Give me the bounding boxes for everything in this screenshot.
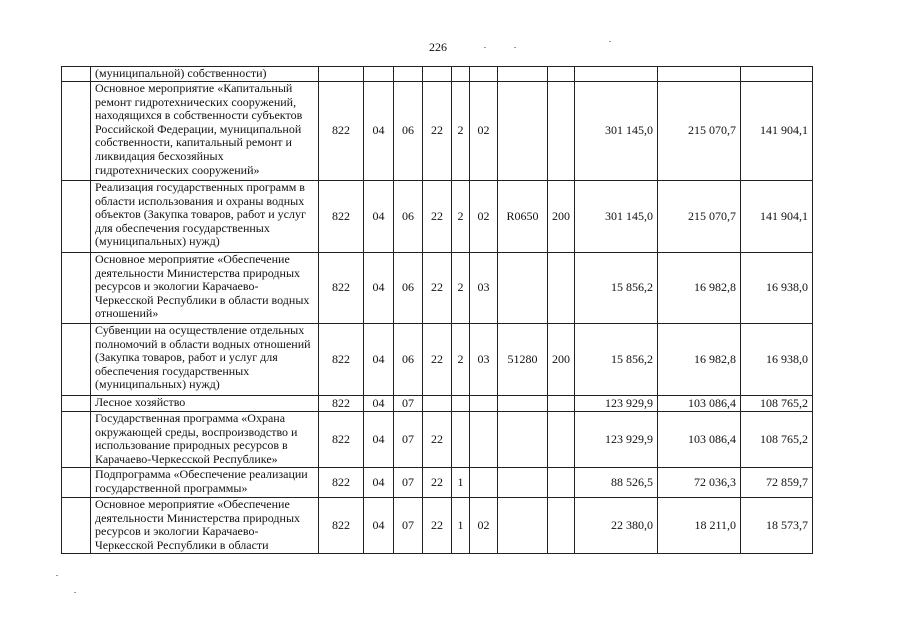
rz-cell: 04 [364,253,394,324]
table-row [62,82,813,181]
table-row [62,67,813,82]
amount-year2-cell: 103 086,4 [658,396,741,412]
table-row [62,468,813,498]
rz-cell: 04 [364,324,394,396]
row-name-cell: Реализация государственных программ в области использования и охраны водных объектов (Закупка товаров, работ и услуг для обеспечения государственных (муниципальных) нужд) [91,181,319,253]
amount-year3-cell: 108 765,2 [741,396,813,412]
direction-code-cell [498,396,548,412]
row-index-cell [62,67,91,82]
amount-year1-cell: 123 929,9 [575,412,658,468]
subprogram-code-cell [452,412,470,468]
direction-code-cell [498,498,548,554]
amount-year2-cell: 72 036,3 [658,468,741,498]
direction-code-cell: R0650 [498,181,548,253]
amount-year1-cell: 301 145,0 [575,181,658,253]
amount-year2-cell: 215 070,7 [658,82,741,181]
row-name-cell: Лесное хозяйство [91,396,319,412]
row-name-cell: (муниципальной) собственности) [91,67,319,82]
row-index-cell [62,253,91,324]
subprogram-code-cell: 1 [452,498,470,554]
pr-cell: 07 [394,412,423,468]
expense-type-cell: 200 [548,181,575,253]
program-code-cell: 22 [423,324,452,396]
row-index-cell [62,396,91,412]
row-name-cell: Основное мероприятие «Обеспечение деятельности Министерства природных ресурсов и экологии Карачаево-Черкесской Республики в области водных отношений» [91,253,319,324]
pr-cell [394,67,423,82]
expense-type-cell [548,253,575,324]
expense-type-cell [548,468,575,498]
amount-year2-cell: 16 982,8 [658,324,741,396]
table-row [62,412,813,468]
direction-code-cell: 51280 [498,324,548,396]
rz-cell: 04 [364,82,394,181]
activity-code-cell: 03 [470,324,498,396]
activity-code-cell [470,67,498,82]
amount-year1-cell: 15 856,2 [575,324,658,396]
activity-code-cell: 03 [470,253,498,324]
pr-cell: 06 [394,253,423,324]
ved-cell: 822 [319,253,364,324]
direction-code-cell [498,253,548,324]
table-row [62,498,813,554]
amount-year1-cell: 123 929,9 [575,396,658,412]
direction-code-cell [498,82,548,181]
amount-year2-cell: 103 086,4 [658,412,741,468]
amount-year1-cell: 301 145,0 [575,82,658,181]
amount-year2-cell: 16 982,8 [658,253,741,324]
expense-type-cell: 200 [548,324,575,396]
ved-cell: 822 [319,498,364,554]
row-name-cell: Подпрограмма «Обеспечение реализации государственной программы» [91,468,319,498]
expense-type-cell [548,82,575,181]
amount-year3-cell: 141 904,1 [741,82,813,181]
subprogram-code-cell: 2 [452,181,470,253]
program-code-cell: 22 [423,468,452,498]
pr-cell: 07 [394,468,423,498]
amount-year1-cell: 22 380,0 [575,498,658,554]
table-row [62,181,813,253]
table-row [62,253,813,324]
amount-year2-cell: 215 070,7 [658,181,741,253]
rz-cell: 04 [364,396,394,412]
ved-cell: 822 [319,412,364,468]
amount-year3-cell: 16 938,0 [741,324,813,396]
subprogram-code-cell: 2 [452,82,470,181]
row-index-cell [62,181,91,253]
page-number: 226 [429,40,447,54]
amount-year3-cell: 72 859,7 [741,468,813,498]
amount-year2-cell [658,67,741,82]
direction-code-cell [498,468,548,498]
direction-code-cell [498,67,548,82]
program-code-cell [423,396,452,412]
activity-code-cell: 02 [470,82,498,181]
row-index-cell [62,468,91,498]
table-row [62,324,813,396]
activity-code-cell: 02 [470,181,498,253]
row-name-cell: Основное мероприятие «Обеспечение деятельности Министерства природных ресурсов и экологии Карачаево-Черкесской Республики в области [91,498,319,554]
expense-type-cell [548,412,575,468]
ved-cell [319,67,364,82]
expense-type-cell [548,396,575,412]
rz-cell: 04 [364,468,394,498]
ved-cell: 822 [319,181,364,253]
expense-type-cell [548,498,575,554]
program-code-cell [423,67,452,82]
row-index-cell [62,498,91,554]
activity-code-cell [470,396,498,412]
row-index-cell [62,412,91,468]
pr-cell: 06 [394,82,423,181]
pr-cell: 07 [394,498,423,554]
pr-cell: 07 [394,396,423,412]
subprogram-code-cell [452,67,470,82]
program-code-cell: 22 [423,82,452,181]
amount-year1-cell [575,67,658,82]
direction-code-cell [498,412,548,468]
amount-year1-cell: 15 856,2 [575,253,658,324]
subprogram-code-cell [452,396,470,412]
rz-cell: 04 [364,498,394,554]
rz-cell: 04 [364,181,394,253]
ved-cell: 822 [319,324,364,396]
row-name-cell: Государственная программа «Охрана окружающей среды, воспроизводство и использование природных ресурсов в Карачаево-Черкесской Республике» [91,412,319,468]
program-code-cell: 22 [423,253,452,324]
row-index-cell [62,324,91,396]
rz-cell: 04 [364,412,394,468]
amount-year3-cell: 18 573,7 [741,498,813,554]
amount-year3-cell [741,67,813,82]
program-code-cell: 22 [423,498,452,554]
table-row [62,396,813,412]
row-index-cell [62,82,91,181]
amount-year3-cell: 108 765,2 [741,412,813,468]
budget-table [61,66,813,554]
subprogram-code-cell: 2 [452,253,470,324]
program-code-cell: 22 [423,412,452,468]
rz-cell [364,67,394,82]
subprogram-code-cell: 2 [452,324,470,396]
row-name-cell: Субвенции на осуществление отдельных полномочий в области водных отношений (Закупка товаров, работ и услуг для обеспечения государственных (муниципальных) нужд) [91,324,319,396]
amount-year3-cell: 141 904,1 [741,181,813,253]
ved-cell: 822 [319,82,364,181]
expense-type-cell [548,67,575,82]
pr-cell: 06 [394,324,423,396]
program-code-cell: 22 [423,181,452,253]
amount-year2-cell: 18 211,0 [658,498,741,554]
activity-code-cell: 02 [470,498,498,554]
activity-code-cell [470,412,498,468]
activity-code-cell [470,468,498,498]
ved-cell: 822 [319,468,364,498]
row-name-cell: Основное мероприятие «Капитальный ремонт гидротехнических сооружений, находящихся в собственности субъектов Российской Федерации, муниципальной собственности, капитальный ремонт и ликвидация бесхозяйных гидротехнических сооружений» [91,82,319,181]
subprogram-code-cell: 1 [452,468,470,498]
amount-year3-cell: 16 938,0 [741,253,813,324]
amount-year1-cell: 88 526,5 [575,468,658,498]
pr-cell: 06 [394,181,423,253]
ved-cell: 822 [319,396,364,412]
